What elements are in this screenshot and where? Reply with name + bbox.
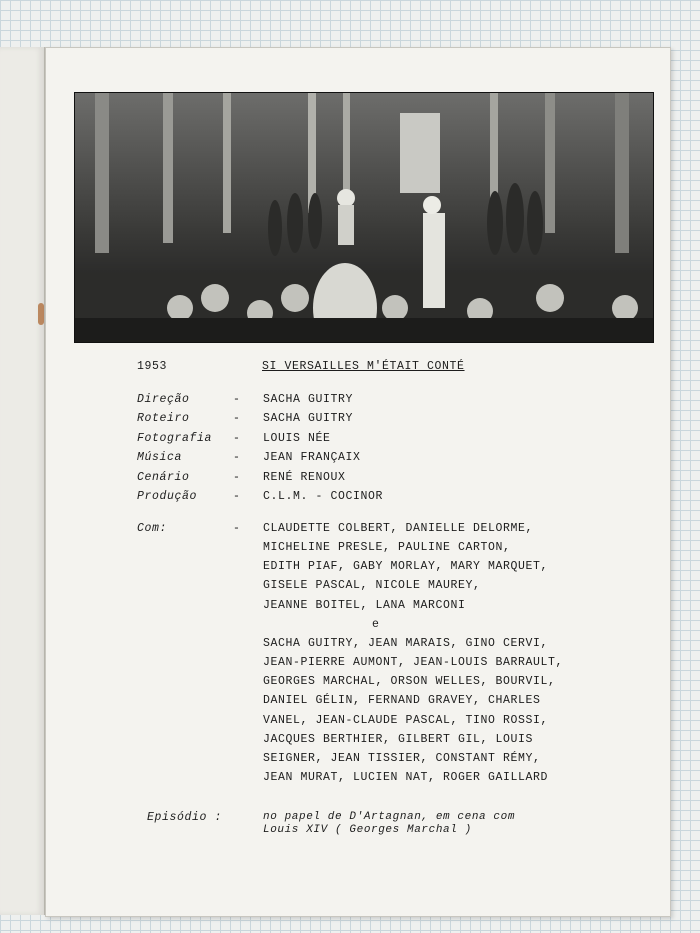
cast-dash: - [233, 522, 241, 535]
credit-dash: - [233, 490, 241, 503]
cast-line: SACHA GUITRY, JEAN MARAIS, GINO CERVI, [263, 637, 549, 650]
credit-label-producao: Produção [137, 490, 198, 503]
cast-line: JEANNE BOITEL, LANA MARCONI [263, 599, 466, 612]
cast-label: Com: [137, 522, 168, 535]
credit-dash: - [233, 451, 241, 464]
cast-line: JEAN MURAT, LUCIEN NAT, ROGER GAILLARD [263, 771, 549, 784]
credit-value-producao: C.L.M. - COCINOR [263, 490, 384, 503]
cast-line: GISELE PASCAL, NICOLE MAUREY, [263, 579, 481, 592]
rust-stain [38, 303, 44, 325]
credit-value-roteiro: SACHA GUITRY [263, 412, 354, 425]
credit-value-cenario: RENÉ RENOUX [263, 471, 346, 484]
credit-dash: - [233, 471, 241, 484]
cast-line: JEAN-PIERRE AUMONT, JEAN-LOUIS BARRAULT, [263, 656, 564, 669]
booklet-page [45, 47, 671, 917]
cast-line: SEIGNER, JEAN TISSIER, CONSTANT RÉMY, [263, 752, 541, 765]
credit-label-fotografia: Fotografia [137, 432, 213, 445]
credit-dash: - [233, 412, 241, 425]
cast-line: VANEL, JEAN-CLAUDE PASCAL, TINO ROSSI, [263, 714, 549, 727]
left-page-edge [0, 47, 45, 915]
credit-label-direcao: Direção [137, 393, 190, 406]
film-title: SI VERSAILLES M'ÉTAIT CONTÉ [262, 360, 465, 373]
episode-line-1: no papel de D'Artagnan, em cena com [263, 811, 516, 823]
cast-line: GEORGES MARCHAL, ORSON WELLES, BOURVIL, [263, 675, 556, 688]
cast-line: EDITH PIAF, GABY MORLAY, MARY MARQUET, [263, 560, 549, 573]
credit-value-musica: JEAN FRANÇAIX [263, 451, 361, 464]
credit-label-roteiro: Roteiro [137, 412, 190, 425]
film-still-photo [74, 92, 654, 343]
credit-label-musica: Música [137, 451, 183, 464]
cast-line: JACQUES BERTHIER, GILBERT GIL, LOUIS [263, 733, 534, 746]
credit-dash: - [233, 393, 241, 406]
cast-line: CLAUDETTE COLBERT, DANIELLE DELORME, [263, 522, 534, 535]
credit-label-cenario: Cenário [137, 471, 190, 484]
ballroom-scene-image [75, 93, 653, 342]
cast-line: MICHELINE PRESLE, PAULINE CARTON, [263, 541, 511, 554]
credit-value-direcao: SACHA GUITRY [263, 393, 354, 406]
cast-line: DANIEL GÉLIN, FERNAND GRAVEY, CHARLES [263, 694, 541, 707]
episode-line-2: Louis XIV ( Georges Marchal ) [263, 824, 472, 836]
film-year: 1953 [137, 360, 168, 373]
credit-value-fotografia: LOUIS NÉE [263, 432, 331, 445]
cast-conjunction: e [372, 618, 380, 631]
episode-label: Episódio : [147, 811, 223, 824]
credit-dash: - [233, 432, 241, 445]
